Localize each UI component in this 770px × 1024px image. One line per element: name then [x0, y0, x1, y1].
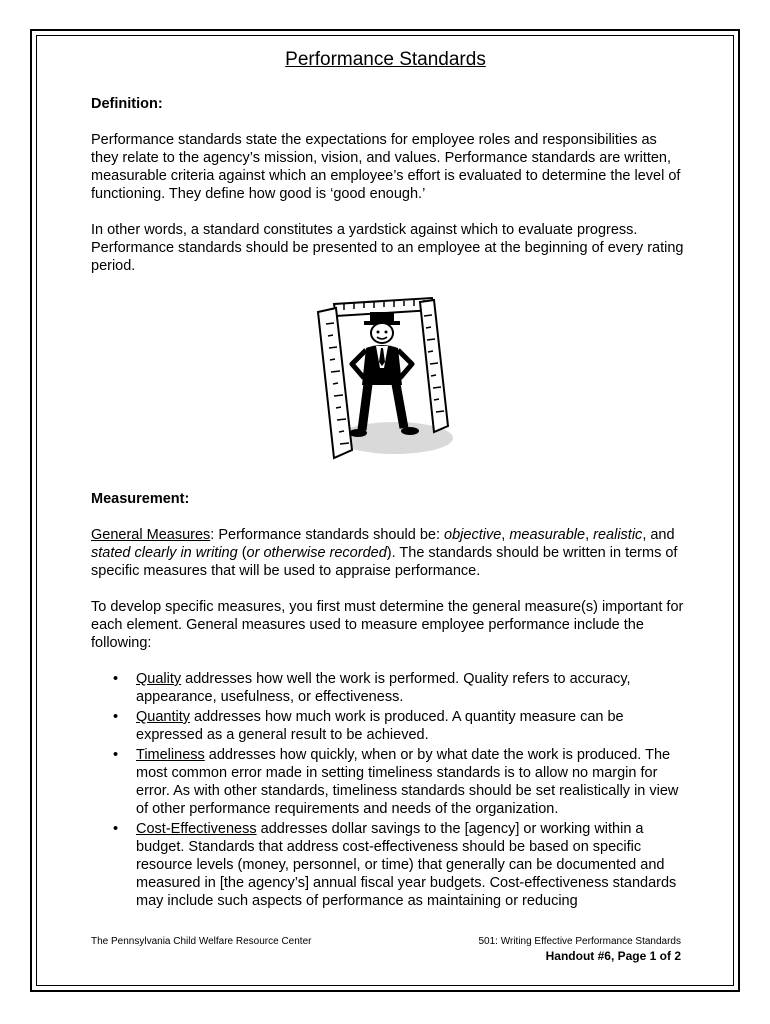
list-item-text: addresses how well the work is performed. Quality refers to accuracy, appearance, usefulness, or effectiveness. [136, 671, 631, 705]
term-measurable: measurable [509, 527, 586, 543]
term-objective: objective [444, 527, 502, 543]
list-item-text: addresses how much work is produced. A quantity measure can be expressed as a general result to be achieved. [136, 709, 624, 743]
footer-organization: The Pennsylvania Child Welfare Resource Center [91, 936, 312, 947]
text-fragment: , [585, 527, 594, 543]
footer-handout: Handout #6, Page 1 of 2 [545, 949, 681, 963]
bullet-icon: • [113, 821, 119, 837]
text-fragment: ( [237, 545, 247, 561]
list-item-term: Quality [136, 671, 182, 687]
term-realistic: realistic [593, 527, 643, 543]
definition-heading: Definition: [91, 96, 163, 112]
list-item-term: Quantity [136, 709, 190, 725]
bullet-icon: • [113, 671, 119, 687]
list-item-term: Cost-Effectiveness [136, 821, 257, 837]
list-item [91, 708, 686, 744]
text-fragment: , and [642, 527, 675, 543]
page-title: Performance Standards [285, 49, 486, 70]
list-item-term: Timeliness [136, 747, 205, 763]
general-measures-paragraph [91, 526, 686, 580]
list-item [91, 670, 686, 706]
footer-course-title: 501: Writing Effective Performance Standards [478, 936, 681, 947]
term-otherwise-recorded: or otherwise recorded [246, 545, 387, 561]
text-fragment: : Performance standards should be: [210, 527, 445, 543]
list-item-text: addresses dollar savings to the [agency] or working within a budget. Standards that address cost-effectiveness should be based on specific resource levels (money, personnel, or time) that generally can be documented and measured in [the agency’s] annual fiscal year budgets. Cost-effectiveness standards may include such aspects of performance as maintaining or reducing [136, 821, 677, 909]
list-item [91, 820, 686, 910]
measures-list [91, 670, 686, 910]
text-fragment: , [501, 527, 510, 543]
list-item [91, 746, 686, 818]
definition-paragraph-1: Performance standards state the expectations for employee roles and responsibilities as they relate to the agency’s mission, vision, and values. Performance standards are written, measurable criteria against which an employee’s effort is evaluated to determine the level of functioning. They define how good is ‘good enough.’ [91, 132, 681, 202]
general-measures-label: General Measures [91, 527, 211, 543]
bullet-icon: • [113, 747, 119, 763]
document-body [91, 46, 686, 912]
measurement-paragraph-2: To develop specific measures, you first must determine the general measure(s) important for each element. General measures used to measure employee performance include the following: [91, 599, 684, 651]
bullet-icon: • [113, 709, 119, 725]
term-stated-clearly: stated clearly in writing [91, 545, 238, 561]
measurement-heading: Measurement: [91, 491, 190, 507]
man-in-ruler-doorway-icon [300, 290, 470, 466]
definition-paragraph-2: In other words, a standard constitutes a yardstick against which to evaluate progress. Performance standards should be presented to an employee at the beginning of every rating period. [91, 222, 684, 274]
footer-course [478, 936, 681, 963]
text-fragment: ). The standards should be written in terms of specific measures that will be used to appraise performance. [91, 545, 678, 579]
list-item-text: addresses how quickly, when or by what date the work is produced. The most common error made in setting timeliness standards is to allow no margin for error. As with other standards, timeliness standards should be set realistically in view of other performance requirements and needs of the organization. [136, 747, 679, 817]
